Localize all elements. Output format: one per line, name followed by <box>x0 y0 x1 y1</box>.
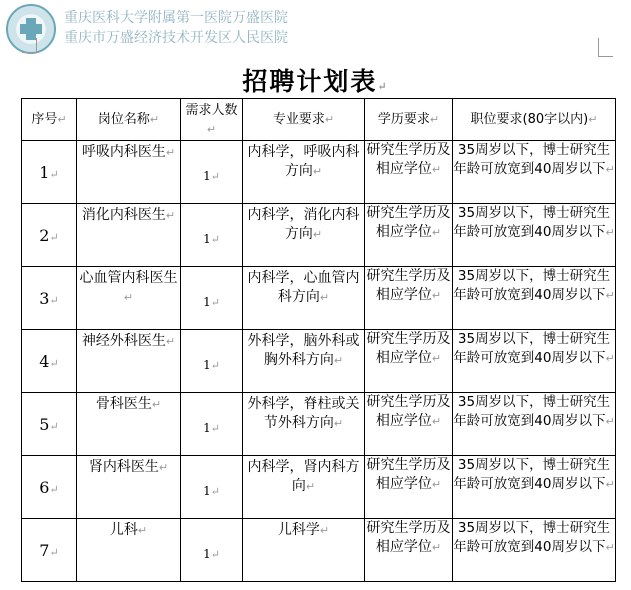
requirement-text: 35周岁以下，博士研究生年龄可放宽到40周岁以下 <box>453 205 611 240</box>
cell-education: 研究生学历及相应学位↵ <box>365 330 453 393</box>
cell-count: 1↵ <box>181 267 243 330</box>
cell-education: 研究生学历及相应学位↵ <box>365 393 453 456</box>
requirement-text: 35周岁以下，博士研究生年龄可放宽到40周岁以下 <box>453 394 611 429</box>
cell-major: 内科学，肾内科方向↵ <box>243 456 365 519</box>
position-name: 肾内科医生 <box>88 459 159 475</box>
cell-major: 儿科学↵ <box>243 519 365 582</box>
table-row <box>22 393 616 456</box>
cell-requirement: 35周岁以下，博士研究生年龄可放宽到40周岁以下↵ <box>453 330 616 393</box>
major-text: 外科学，脊柱或关节外科方向 <box>247 396 360 431</box>
count-value: 1 <box>203 358 211 372</box>
cell-requirement: 35周岁以下，博士研究生年龄可放宽到40周岁以下↵ <box>453 204 616 267</box>
cell-position: 肾内科医生↵ <box>77 456 181 519</box>
logo-cross-horizontal <box>20 24 42 34</box>
cell-seq: 1↵ <box>22 141 77 204</box>
education-text: 研究生学历及相应学位 <box>366 520 451 555</box>
seq-value: 2 <box>39 226 50 245</box>
count-value: 1 <box>203 295 211 309</box>
cell-position: 骨科医生↵ <box>77 393 181 456</box>
requirement-text: 35周岁以下，博士研究生年龄可放宽到40周岁以下 <box>453 457 611 492</box>
major-text: 内科学，心血管内科方向 <box>247 270 360 305</box>
paragraph-mark: ↵ <box>377 80 389 93</box>
cell-count: 1↵ <box>181 330 243 393</box>
cell-major: 外科学，脊柱或关节外科方向↵ <box>243 393 365 456</box>
table-row <box>22 141 616 204</box>
cell-position: 儿科↵ <box>77 519 181 582</box>
header-cell-seq: 序号↵ <box>22 99 77 141</box>
major-text: 内科学，消化内科方向 <box>247 207 360 242</box>
header-cell-education: 学历要求↵ <box>365 99 453 141</box>
table-body <box>22 99 616 582</box>
cell-count: 1↵ <box>181 456 243 519</box>
cell-requirement: 35周岁以下，博士研究生年龄可放宽到40周岁以下↵ <box>453 393 616 456</box>
count-value: 1 <box>203 421 211 435</box>
hospital-name-line-2: 重庆市万盛经济技术开发区人民医院 <box>64 30 288 46</box>
cell-education: 研究生学历及相应学位↵ <box>365 456 453 519</box>
cell-seq: 6↵ <box>22 456 77 519</box>
position-name: 骨科医生 <box>95 396 152 412</box>
cell-position: 消化内科医生↵ <box>77 204 181 267</box>
cell-count: 1↵ <box>181 204 243 267</box>
title-text: 招聘计划表 <box>242 67 378 96</box>
cell-major: 内科学，消化内科方向↵ <box>243 204 365 267</box>
cell-education: 研究生学历及相应学位↵ <box>365 141 453 204</box>
position-name: 心血管内科医生 <box>79 270 178 286</box>
recruitment-plan-table <box>21 98 616 582</box>
cell-seq: 3↵ <box>22 267 77 330</box>
seq-value: 4 <box>39 352 50 371</box>
cell-position: 呼吸内科医生↵ <box>77 141 181 204</box>
seq-value: 6 <box>39 478 50 497</box>
cell-education: 研究生学历及相应学位↵ <box>365 519 453 582</box>
cell-count: 1↵ <box>181 393 243 456</box>
cell-major: 内科学，心血管内科方向↵ <box>243 267 365 330</box>
seq-value: 3 <box>39 289 50 308</box>
education-text: 研究生学历及相应学位 <box>366 142 451 177</box>
cell-major: 外科学，脑外科或胸外科方向↵ <box>243 330 365 393</box>
table-row <box>22 519 616 582</box>
major-text: 外科学，脑外科或胸外科方向 <box>247 333 360 368</box>
seq-value: 7 <box>39 541 50 560</box>
table-row <box>22 456 616 519</box>
cell-count: 1↵ <box>181 519 243 582</box>
page-corner-mark-right <box>598 38 613 57</box>
header-cell-position: 岗位名称↵ <box>77 99 181 141</box>
count-value: 1 <box>203 232 211 246</box>
requirement-text: 35周岁以下，博士研究生年龄可放宽到40周岁以下 <box>453 520 611 555</box>
cell-education: 研究生学历及相应学位↵ <box>365 204 453 267</box>
table-row <box>22 267 616 330</box>
position-name: 消化内科医生 <box>81 207 166 223</box>
cell-requirement: 35周岁以下，博士研究生年龄可放宽到40周岁以下↵ <box>453 456 616 519</box>
education-text: 研究生学历及相应学位 <box>366 394 451 429</box>
position-name: 呼吸内科医生 <box>81 144 166 160</box>
count-value: 1 <box>203 484 211 498</box>
cell-seq: 2↵ <box>22 204 77 267</box>
major-text: 儿科学 <box>277 522 320 538</box>
requirement-text: 35周岁以下，博士研究生年龄可放宽到40周岁以下 <box>453 268 611 303</box>
requirement-text: 35周岁以下，博士研究生年龄可放宽到40周岁以下 <box>453 331 611 366</box>
major-text: 内科学，肾内科方向 <box>247 459 360 494</box>
header-cell-requirement: 职位要求(80字以内)↵ <box>453 99 616 141</box>
cell-major: 内科学，呼吸内科方向↵ <box>243 141 365 204</box>
hospital-names <box>64 8 288 48</box>
education-text: 研究生学历及相应学位 <box>366 205 451 240</box>
header-cell-major: 专业要求↵ <box>243 99 365 141</box>
requirement-text: 35周岁以下，博士研究生年龄可放宽到40周岁以下 <box>453 142 611 177</box>
cell-seq: 5↵ <box>22 393 77 456</box>
major-text: 内科学，呼吸内科方向 <box>247 144 360 179</box>
seq-value: 5 <box>39 415 50 434</box>
hospital-name-line-1: 重庆医科大学附属第一医院万盛医院 <box>64 10 288 26</box>
cell-seq: 7↵ <box>22 519 77 582</box>
seq-value: 1 <box>39 163 50 182</box>
cell-count: 1↵ <box>181 141 243 204</box>
education-text: 研究生学历及相应学位 <box>366 457 451 492</box>
position-name: 神经外科医生 <box>81 333 166 349</box>
count-value: 1 <box>203 169 211 183</box>
education-text: 研究生学历及相应学位 <box>366 268 451 303</box>
page-corner-mark-left <box>22 38 37 53</box>
cell-seq: 4↵ <box>22 330 77 393</box>
position-name: 儿科 <box>109 522 138 538</box>
table-header-row <box>22 99 616 141</box>
cell-requirement: 35周岁以下，博士研究生年龄可放宽到40周岁以下↵ <box>453 267 616 330</box>
cell-requirement: 35周岁以下，博士研究生年龄可放宽到40周岁以下↵ <box>453 519 616 582</box>
education-text: 研究生学历及相应学位 <box>366 331 451 366</box>
header-cell-count: 需求人数↵ <box>181 99 243 141</box>
table-row <box>22 204 616 267</box>
cell-position: 神经外科医生↵ <box>77 330 181 393</box>
cell-education: 研究生学历及相应学位↵ <box>365 267 453 330</box>
page-title <box>0 62 631 98</box>
table-row <box>22 330 616 393</box>
cell-requirement: 35周岁以下，博士研究生年龄可放宽到40周岁以下↵ <box>453 141 616 204</box>
cell-position: 心血管内科医生↵ <box>77 267 181 330</box>
count-value: 1 <box>203 547 211 561</box>
